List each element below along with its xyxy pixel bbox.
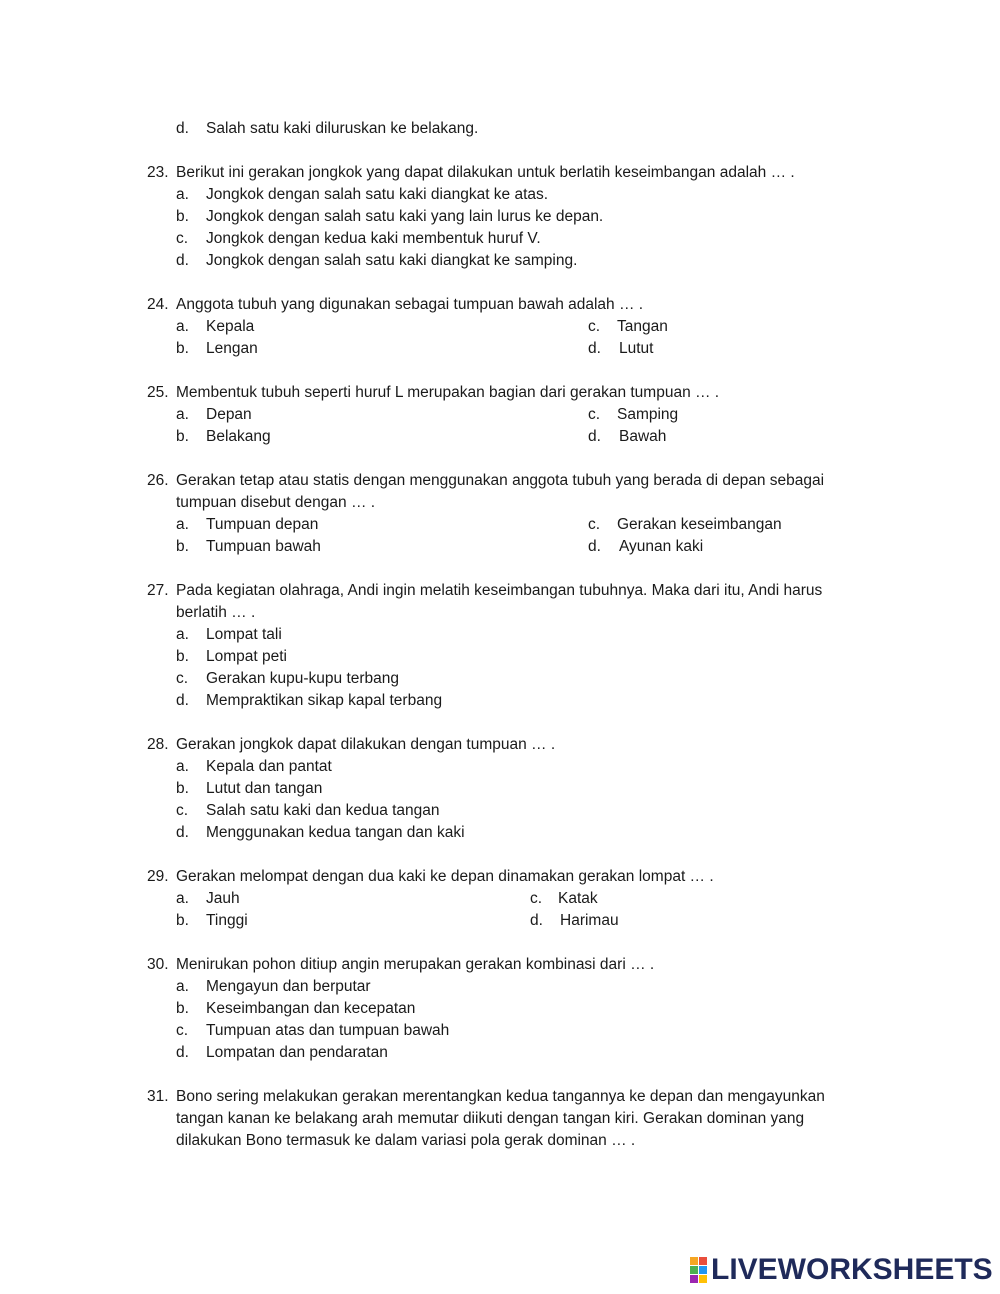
option-letter: b. — [176, 912, 189, 929]
option-text: Lompat tali — [206, 626, 282, 643]
option-text: Mengayun dan berputar — [206, 978, 371, 995]
option-text: Samping — [617, 406, 679, 423]
question-number: 30. — [147, 956, 169, 973]
option-letter: a. — [176, 626, 189, 643]
option-text: Ayunan kaki — [619, 538, 704, 555]
option-letter: a. — [176, 406, 189, 423]
question-number: 26. — [147, 472, 169, 489]
question-text: Membentuk tubuh seperti huruf L merupakan bagian dari gerakan tumpuan … . — [176, 384, 720, 401]
option-text: Depan — [206, 406, 252, 423]
option-letter: b. — [176, 208, 189, 225]
option-text: Menggunakan kedua tangan dan kaki — [206, 824, 465, 841]
option-letter: a. — [176, 758, 189, 775]
option-text: Jauh — [206, 890, 240, 907]
option-letter: c. — [176, 670, 189, 687]
option-letter: b. — [176, 428, 189, 445]
option-letter: d. — [588, 340, 601, 357]
question-number: 29. — [147, 868, 169, 885]
option-letter: c. — [176, 802, 189, 819]
question-text-line: Gerakan tetap atau statis dengan menggunakan anggota tubuh yang berada di depan sebagai — [176, 472, 825, 489]
question-number: 27. — [147, 582, 169, 599]
option-letter: c. — [588, 406, 601, 423]
option-letter: d. — [588, 538, 601, 555]
option-text: Kepala — [206, 318, 255, 335]
option-text: Jongkok dengan salah satu kaki diangkat ke atas. — [206, 186, 549, 203]
option-text: Lengan — [206, 340, 258, 357]
option-text: Jongkok dengan kedua kaki membentuk huruf V. — [206, 230, 541, 247]
option-letter: a. — [176, 978, 189, 995]
question-text: Berikut ini gerakan jongkok yang dapat dilakukan untuk berlatih keseimbangan adalah … . — [176, 164, 795, 181]
option-letter: a. — [176, 890, 189, 907]
option-text: Salah satu kaki dan kedua tangan — [206, 802, 440, 819]
option-letter: d. — [176, 120, 189, 137]
question-text-line: tangan kanan ke belakang arah memutar diikuti dengan tangan kiri. Gerakan dominan yang — [176, 1110, 805, 1127]
option-text: Salah satu kaki diluruskan ke belakang. — [206, 120, 479, 137]
option-letter: a. — [176, 318, 189, 335]
question-text-line: dilakukan Bono termasuk ke dalam variasi pola gerak dominan … . — [176, 1132, 636, 1149]
question-text: Menirukan pohon ditiup angin merupakan gerakan kombinasi dari … . — [176, 956, 655, 973]
option-text: Lutut dan tangan — [206, 780, 323, 797]
option-text: Gerakan kupu-kupu terbang — [206, 670, 400, 687]
option-letter: c. — [530, 890, 543, 907]
liveworksheets-logo — [690, 1252, 993, 1288]
option-letter: c. — [176, 230, 189, 247]
option-text: Jongkok dengan salah satu kaki yang lain lurus ke depan. — [206, 208, 604, 225]
option-letter: c. — [176, 1022, 189, 1039]
option-letter: c. — [588, 516, 601, 533]
question-number: 23. — [147, 164, 169, 181]
option-text: Bawah — [619, 428, 667, 445]
option-letter: b. — [176, 340, 189, 357]
option-letter: d. — [530, 912, 543, 929]
option-letter: c. — [588, 318, 601, 335]
option-letter: b. — [176, 780, 189, 797]
option-text: Keseimbangan dan kecepatan — [206, 1000, 416, 1017]
option-text: Lompat peti — [206, 648, 287, 665]
option-text: Tumpuan atas dan tumpuan bawah — [206, 1022, 450, 1039]
option-text: Kepala dan pantat — [206, 758, 332, 775]
question-number: 24. — [147, 296, 169, 313]
option-text: Tinggi — [206, 912, 248, 929]
option-text: Tumpuan bawah — [206, 538, 321, 555]
question-text: Anggota tubuh yang digunakan sebagai tumpuan bawah adalah … . — [176, 296, 644, 313]
option-letter: a. — [176, 516, 189, 533]
option-letter: b. — [176, 1000, 189, 1017]
option-text: Gerakan keseimbangan — [617, 516, 782, 533]
option-letter: d. — [176, 824, 189, 841]
option-letter: a. — [176, 186, 189, 203]
option-text: Lompatan dan pendaratan — [206, 1044, 388, 1061]
question-text: Gerakan jongkok dapat dilakukan dengan tumpuan … . — [176, 736, 556, 753]
question-text-line: Bono sering melakukan gerakan merentangkan kedua tangannya ke depan dan mengayunkan — [176, 1088, 825, 1105]
question-text-line: tumpuan disebut dengan … . — [176, 494, 376, 511]
question-number: 31. — [147, 1088, 169, 1105]
option-text: Lutut — [619, 340, 654, 357]
option-letter: b. — [176, 648, 189, 665]
option-letter: d. — [176, 692, 189, 709]
option-letter: b. — [176, 538, 189, 555]
option-text: Mempraktikan sikap kapal terbang — [206, 692, 443, 709]
option-text: Belakang — [206, 428, 271, 445]
question-text-line: berlatih … . — [176, 604, 256, 621]
logo-text: LIVEWORKSHEETS — [711, 1253, 993, 1286]
question-text: Gerakan melompat dengan dua kaki ke depan dinamakan gerakan lompat … . — [176, 868, 714, 885]
option-text: Tumpuan depan — [206, 516, 319, 533]
option-letter: d. — [176, 252, 189, 269]
option-text: Harimau — [560, 912, 619, 929]
option-letter: d. — [588, 428, 601, 445]
option-letter: d. — [176, 1044, 189, 1061]
option-text: Katak — [558, 890, 598, 907]
option-text: Jongkok dengan salah satu kaki diangkat ke samping. — [206, 252, 578, 269]
question-text-line: Pada kegiatan olahraga, Andi ingin melatih keseimbangan tubuhnya. Maka dari itu, Andi harus — [176, 582, 823, 599]
question-number: 28. — [147, 736, 169, 753]
question-number: 25. — [147, 384, 169, 401]
option-text: Tangan — [617, 318, 668, 335]
logo-mark-icon — [690, 1257, 707, 1283]
